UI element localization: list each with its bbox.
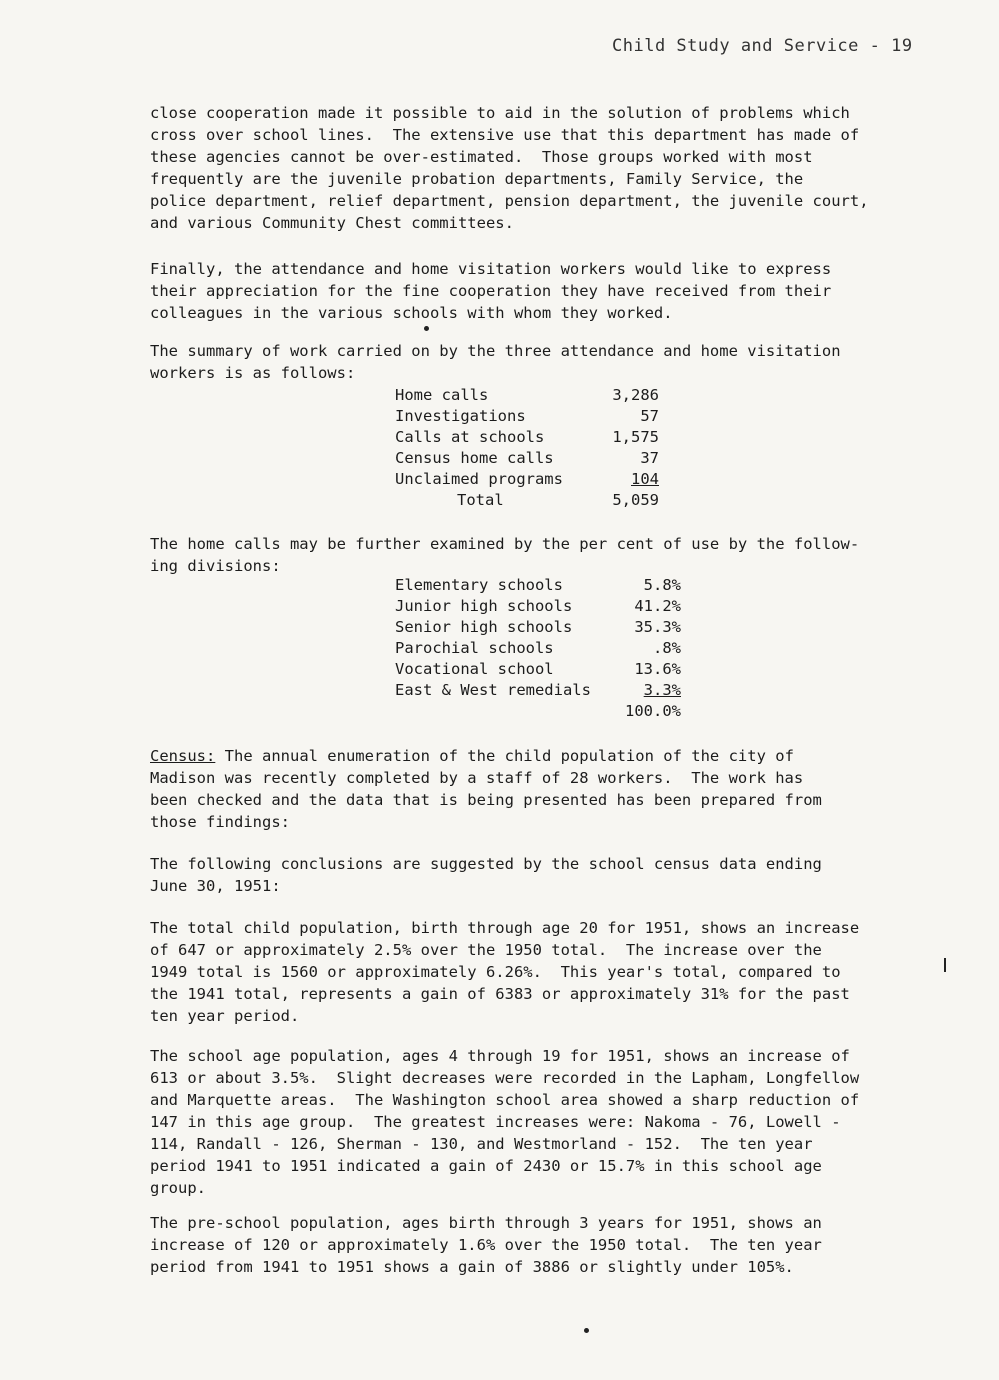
row-label: Vocational school	[395, 660, 554, 678]
table-row	[395, 680, 695, 701]
row-value: 57	[640, 407, 659, 425]
table-row	[395, 617, 695, 638]
row-label: East & West remedials	[395, 681, 591, 699]
paragraph-conclusions-intro: The following conclusions are suggested by the school census data ending June 30, 1951:	[150, 855, 822, 895]
row-label: Census home calls	[395, 449, 554, 467]
row-label: Elementary schools	[395, 576, 563, 594]
row-label: Senior high schools	[395, 618, 573, 636]
work-summary-table	[395, 385, 675, 511]
total-value: 100.0%	[625, 702, 681, 720]
row-value: 3.3%	[643, 681, 681, 699]
total-row	[395, 701, 695, 722]
table-row	[395, 448, 675, 469]
running-header: Child Study and Service - 19	[612, 36, 913, 56]
row-value: 3,286	[612, 386, 659, 404]
paragraph-appreciation: Finally, the attendance and home visitation workers would like to express their appreciation for the fine cooperation they have received from their colleagues in the various schools with whom they worked.	[150, 260, 832, 322]
table-row	[395, 638, 695, 659]
table-row	[395, 469, 675, 490]
paragraph-cooperation: close cooperation made it possible to aid in the solution of problems which cross over school lines. The extensive use that this department has made of these agencies cannot be over-estimated. Those groups worked with most frequently are the juvenile probation departments, Family Service, the police department, relief department, pension department, the juvenile court, and various Community Chest committees.	[150, 104, 869, 232]
margin-mark	[944, 958, 946, 972]
row-value: 41.2%	[634, 597, 681, 615]
page-dot	[584, 1328, 589, 1333]
row-value: 104	[631, 470, 659, 488]
row-value: 37	[640, 449, 659, 467]
table-row	[395, 575, 695, 596]
row-label: Investigations	[395, 407, 526, 425]
divisions-table	[395, 575, 695, 722]
table-row	[395, 406, 675, 427]
paragraph-pre-school: The pre-school population, ages birth through 3 years for 1951, shows an increase of 120 or approximately 1.6% over the 1950 total. The ten year period from 1941 to 1951 shows a gain of 3886 or slightly under 105%.	[150, 1214, 822, 1276]
row-value: 5.8%	[643, 576, 681, 594]
table-row	[395, 596, 695, 617]
row-value: .8%	[653, 639, 681, 657]
row-label: Unclaimed programs	[395, 470, 563, 488]
paragraph-summary-intro: The summary of work carried on by the three attendance and home visitation workers is as follows:	[150, 342, 841, 382]
row-label: Junior high schools	[395, 597, 573, 615]
paragraph-school-age: The school age population, ages 4 through 19 for 1951, shows an increase of 613 or about 3.5%. Slight decreases were recorded in the Lapham, Longfellow and Marquette areas. The Washington school area showed a sharp reduction of 147 in this age group. The greatest increases were: Nakoma - 76, Lowell - 114, Randall - 126, Sherman - 130, and Westmorland - 152. The ten year period 1941 to 1951 indicated a gain of 2430 or 15.7% in this school age group.	[150, 1047, 860, 1197]
total-value: 5,059	[612, 491, 659, 509]
row-label: Parochial schools	[395, 639, 554, 657]
row-label: Home calls	[395, 386, 489, 404]
total-row	[395, 490, 675, 511]
census-label: Census:	[150, 747, 216, 765]
table-row	[395, 427, 675, 448]
total-label: Total	[457, 491, 504, 509]
paragraph-total-population: The total child population, birth through age 20 for 1951, shows an increase of 647 or approximately 2.5% over the 1950 total. The increase over the 1949 total is 1560 or approximately 6.26%. This year's total, compared to the 1941 total, represents a gain of 6383 or approximately 31% for the past ten year period.	[150, 919, 860, 1025]
stray-mark	[424, 326, 429, 331]
row-value: 35.3%	[634, 618, 681, 636]
census-text: The annual enumeration of the child population of the city of Madison was recently completed by a staff of 28 workers. The work has been checked and the data that is being presented has been prepared from those findings:	[150, 747, 822, 831]
row-value: 13.6%	[634, 660, 681, 678]
row-value: 1,575	[612, 428, 659, 446]
table-row	[395, 659, 695, 680]
paragraph-divisions-intro: The home calls may be further examined by the per cent of use by the follow- ing divisions:	[150, 535, 860, 575]
row-label: Calls at schools	[395, 428, 545, 446]
table-row	[395, 385, 675, 406]
paragraph-census	[150, 745, 970, 833]
